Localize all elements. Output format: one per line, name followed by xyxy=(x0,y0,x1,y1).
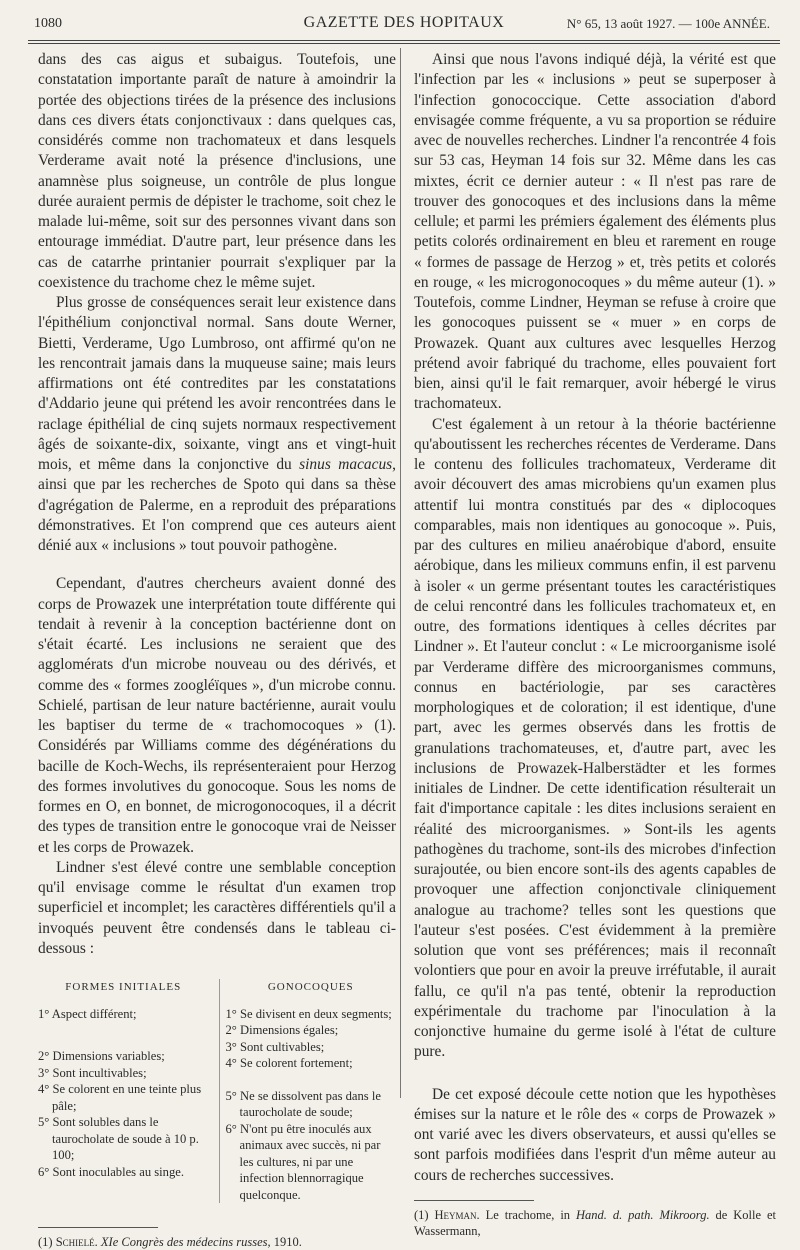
paragraph: C'est également à un retour à la théorie bactérienne qu'aboutissent les recherches récentes de Verderame. Dans le contenu des follicules trachomateux, Verderame dit avoir découvert des amas microbiens qu'un examen plus attentif lui montra constitués par des « diplocoques comparables, mais non identiques au gonocoque ». Puis, par des cultures en milieu anaérobique d'abord, ensuite aérobique, dans les milieux communs enfin, il est parvenu à isoler « un germe présentant toutes les caractéristiques de celui rencontré dans les follicules trachomateux et, en outre, des formations identiques à celles décrites par Lindner ». Et l'auteur conclut : « Le microorganisme isolé par Verderame diffère des microorganismes communs, connus en bactériologie, par ses caractères morphologiques et de coloration; il est identique, d'une part, avec les germes observés dans les frottis de granulations trachomateuses, et, d'autre part, avec les inclusions de Prowazek-Halberstädter et les formes initiales de Lindner. De cette identification résulterait un fait d'importance capitale : les dites inclusions seraient en réalité des microorganismes. » Sont-ils les agents pathogènes du trachome, sont-ils des microbes d'infection surajoutée, ou bien encore sont-ils des agents capables de provoquer une affection conjonctivale cliniquement analogue au trachome? telles sont les questions que l'auteur s'est posées. C'est évidemment à la première solution que vont ses préférences; mais il reconnaît volontiers que pour en avoir la preuve irréfutable, il aurait fallu, ce qu'il n'a pas tenté, obtenir la reproduction expérimentale du trachome par l'inoculation à la conjonctive humaine du germe isolé à l'état de culture pure. xyxy=(414,415,776,1061)
table-row: 4° Se colorent en une teinte plus pâle; xyxy=(38,1082,202,1113)
table-row: 5° Ne se dissolvent pas dans le taurocholate de soude; xyxy=(225,1088,381,1119)
table-row: 6° N'ont pu être inoculés aux animaux avec succès, ni par les cultures, ni par une infection blennorragique quelconque. xyxy=(225,1121,381,1202)
table-header: FORMES INITIALES xyxy=(65,981,182,993)
issue-info: N° 65, 13 août 1927. — 100e ANNÉE. xyxy=(566,16,770,31)
table-row: 2° Dimensions égales; xyxy=(225,1023,339,1037)
page-number: 1080 xyxy=(34,16,62,31)
journal-title: GAZETTE DES HOPITAUX xyxy=(303,14,505,31)
left-column xyxy=(38,50,396,1250)
page-header xyxy=(28,8,780,38)
comparison-table xyxy=(38,979,396,1203)
table-row: 1° Aspect différent; xyxy=(38,1006,137,1021)
paragraph: Plus grosse de conséquences serait leur existence dans l'épithélium conjonctival normal. Sans doute Werner, Bietti, Verderame, Ugo Lumbroso, ont affirmé qu'on ne les rencontrait jamais dans la muqueuse saine; mais leurs affirmations ont été contredites par les constatations d'Addario jeune qui prétend les avoir rencontrées dans le raclage épithélial de cinq sujets normaux respectivement âgés de soixante-dix, soixante, vingt ans et vingt-huit mois, et même dans la conjonctive du sinus macacus, ainsi que par les recherches de Spoto qui dans sa thèse d'agrégation de Palerme, en a reproduit des préparations démonstratives. Et l'on comprend que ces auteurs aient dénié aux « inclusions » tout pouvoir pathogène. xyxy=(38,294,396,554)
footnote: (1) Schielé. XIe Congrès des médecins russes, 1910. xyxy=(38,1235,302,1249)
footnote-rule xyxy=(38,1227,158,1228)
header-rule xyxy=(28,40,780,41)
paragraph: Ainsi que nous l'avons indiqué déjà, la vérité est que l'infection par les « inclusions » peut se superposer à l'infection gonococcique. Cette association d'abord envisagée comme fréquente, a vu sa proportion se réduire avec de nouvelles recherches. Lindner l'a rencontrée 4 fois sur 53 cas, Heyman 14 fois sur 32. Même dans les cas mixtes, écrit ce dernier auteur : « Il n'est pas rare de trouver des gonocoques et des inclusions dans la même cellule; et parmi les prémiers également des éléments plus petits colorés ordinairement en bleu et rarement en rouge « formes de passage de Herzog » et, très petits et colorés en rouge, « les microgonocoques » du même auteur (1). » Toutefois, comme Lindner, Heyman se refuse à croire que les gonocoques puissent se « muer » en corps de Prowazek. Quant aux cultures avec lesquelles Herzog prétend avoir fabriqué du trachome, elles pouvaient fort bien, ainsi qu'il le fait remarquer, avoir hébergé le virus trachomateux. xyxy=(414,51,776,413)
header-rule-second xyxy=(28,43,780,44)
paragraph: Lindner s'est élevé contre une semblable conception qu'il envisage comme le résultat d'un examen trop superficiel et incomplet; les caractères différentiels qu'il a invoqués peuvent être condensés dans le tableau ci-dessous : xyxy=(38,858,396,957)
table-row: 5° Sont solubles dans le taurocholate de soude à 10 p. 100; xyxy=(38,1115,199,1162)
table-row: 3° Sont cultivables; xyxy=(225,1039,325,1054)
paragraph: dans des cas aigus et subaigus. Toutefois, une constatation importante paraît de nature à amoindrir la portée des objections tirées de la présence des inclusions dans ces divers états conjonctivaux : dans quelques cas, considérés comme non trachomateux et dans lesquels Verderame avait noté la présence d'inclusions, une anamnèse plus soigneuse, un contrôle de plus longue durée auraient permis de dépister le trachome, soit chez le malade lui-même, soit sur des personnes vivant dans son entourage immédiat. D'autre part, leur présence dans les cas de catarrhe printanier pourrait s'expliquer par la coexistence du trachome chez le même sujet. xyxy=(38,51,396,291)
column-separator xyxy=(400,48,401,1098)
table-row: 2° Dimensions variables; xyxy=(38,1049,165,1063)
paragraph: De cet exposé découle cette notion que les hypothèses émises sur la nature et le rôle des « corps de Prowazek » ont varié avec les divers observateurs, et aussi qu'elles se sont parfois modifiées dans l'esprit d'un même auteur au cours de recherches successives. xyxy=(414,1085,776,1184)
table-row: 1° Se divisent en deux segments; xyxy=(225,1006,392,1021)
table-column-initial-forms xyxy=(38,979,219,1203)
table-row: 6° Sont inoculables au singe. xyxy=(38,1164,184,1179)
table-column-gonococci xyxy=(219,979,397,1203)
footnote: (1) Heyman. Le trachome, in Hand. d. path. Mikroorg. de Kolle et Wassermann, xyxy=(414,1207,776,1238)
table-row: 3° Sont incultivables; xyxy=(38,1065,147,1080)
table-row: 4° Se colorent fortement; xyxy=(225,1056,353,1070)
footnote-rule xyxy=(414,1200,534,1201)
right-column xyxy=(414,50,776,1239)
paragraph: Cependant, d'autres chercheurs avaient donné des corps de Prowazek une interprétation toute différente qui tendait à revenir à la conception bactérienne dont on s'était écarté. Les inclusions ne seraient que des agglomérats d'un microbe nouveau ou des dérivés, et comme des « formes zoogléïques », d'un microbe connu. Schielé, partisan de leur nature bactérienne, aurait voulu les baptiser du terme de « trachomocoques » (1). Considérés par Williams comme des dégénérations du bacille de Koch-Wechs, ils représenteraient pour Herzog des formes involutives du gonocoque. Sous les noms de formes en O, en bonnet, de microgonocoques, il a décrit des types de transition entre le gonocoque vrai de Neisser et les corps de Prowazek. xyxy=(38,575,396,856)
table-header: GONOCOQUES xyxy=(267,981,354,993)
